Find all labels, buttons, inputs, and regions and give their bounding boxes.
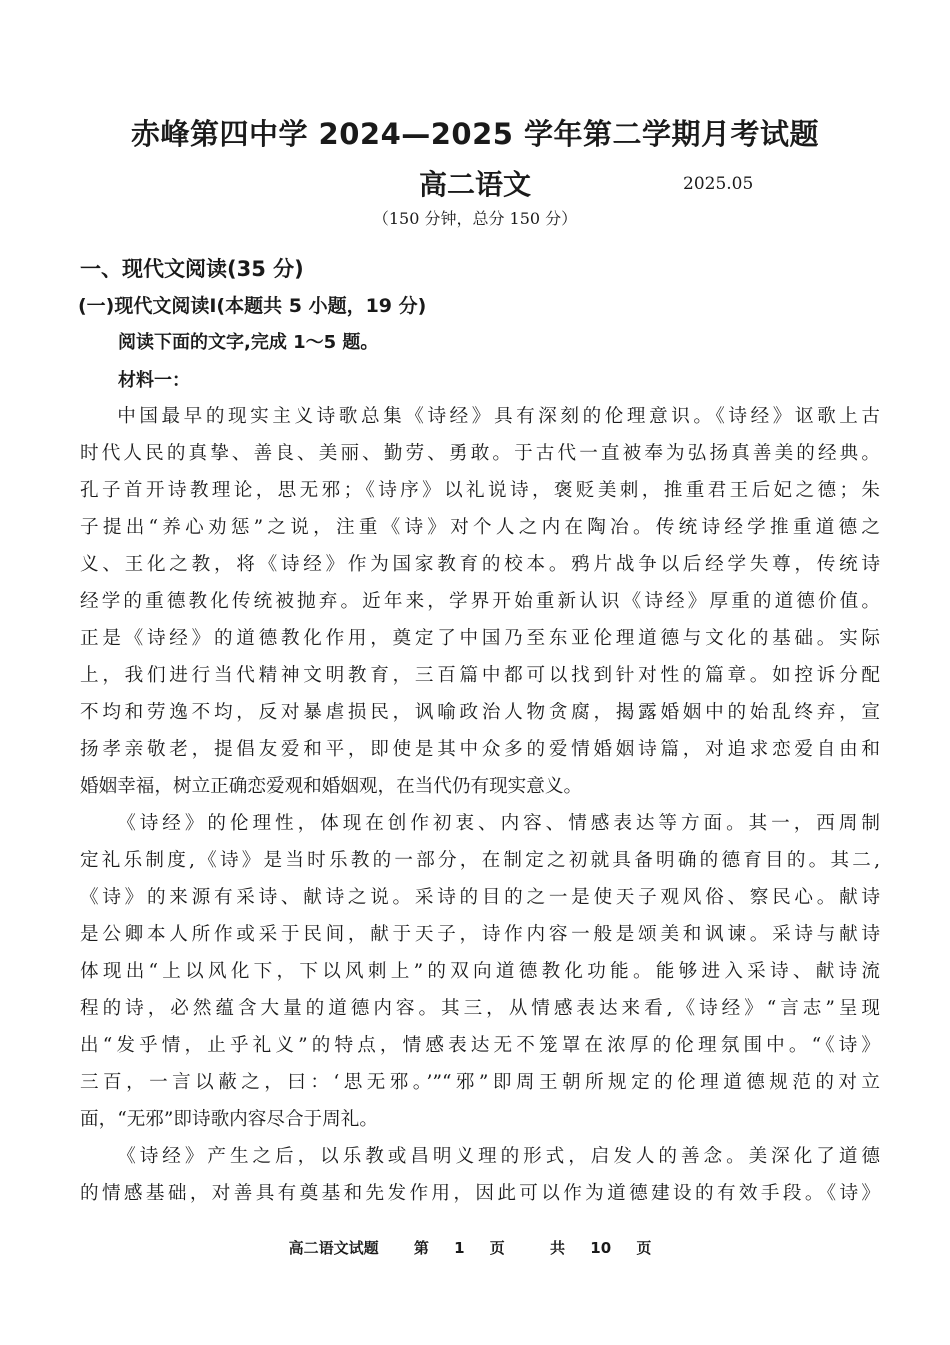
passage-line: 《诗》的来源有采诗、献诗之说。采诗的目的之一是使天子观风俗、察民心。献诗: [80, 887, 880, 908]
passage-line: 子提出“养心劝惩”之说，注重《诗》对个人之内在陶冶。传统诗经学推重道德之: [80, 517, 880, 538]
passage-line: 不均和劳逸不均，反对暴虐损民，讽喻政治人物贪腐，揭露婚姻中的始乱终弃，宣: [80, 702, 880, 723]
exam-duration: （150 分钟，总分 150 分）: [372, 209, 578, 228]
reading-instruction: 阅读下面的文字,完成 1～5 题。: [118, 332, 379, 353]
passage-line: 面，“无邪”即诗歌内容尽合于周礼。: [80, 1109, 378, 1130]
subsection-heading: (一)现代文阅读Ⅰ(本题共 5 小题，19 分): [78, 295, 427, 317]
passage-line: 程的诗，必然蕴含大量的道德内容。其三，从情感表达来看,《诗经》“言志”呈现: [80, 998, 880, 1019]
passage-line: 扬孝亲敬老，提倡友爱和平，即使是其中众多的爱情婚姻诗篇，对追求恋爱自由和: [80, 739, 880, 760]
page-footer: [0, 1237, 950, 1258]
passage-line: 上，我们进行当代精神文明教育，三百篇中都可以找到针对性的篇章。如控诉分配: [80, 665, 880, 686]
footer-doc-name: 高二语文试题: [288, 1239, 379, 1257]
passage-line: 正是《诗经》的道德教化作用，奠定了中国乃至东亚伦理道德与文化的基础。实际: [80, 628, 880, 649]
passage-line: 《诗经》的伦理性，体现在创作初衷、内容、情感表达等方面。其一，西周制: [117, 813, 880, 834]
exam-date: 2025.05: [683, 174, 754, 194]
passage-line: 婚姻幸福，树立正确恋爱观和婚姻观，在当代仍有现实意义。: [80, 776, 583, 797]
passage-line: 的情感基础，对善具有奠基和先发作用，因此可以作为道德建设的有效手段。《诗》: [80, 1183, 880, 1204]
passage-line: 孔子首开诗教理论，思无邪；《诗序》以礼说诗，褒贬美刺，推重君王后妃之德；朱: [80, 480, 880, 501]
passage-line: 出“发乎情，止乎礼义”的特点，情感表达无不笼罩在浓厚的伦理氛围中。“《诗》: [80, 1035, 880, 1056]
footer-page-number: 第 1 页: [413, 1239, 505, 1257]
passage-line: 三百，一言以蔽之，曰：‘思无邪。’”“邪”即周王朝所规定的伦理道德规范的对立: [80, 1072, 880, 1093]
material-label: 材料一：: [118, 370, 190, 391]
exam-title: 赤峰第四中学 2024—2025 学年第二学期月考试题: [130, 117, 820, 151]
passage-body: [80, 398, 880, 1212]
passage-line: 体现出“上以风化下，下以风刺上”的双向道德教化功能。能够进入采诗、献诗流: [80, 961, 880, 982]
subject-title: 高二语文: [418, 168, 531, 201]
passage-line: 义、王化之教，将《诗经》作为国家教育的校本。鸦片战争以后经学失尊，传统诗: [80, 554, 880, 575]
section-heading: 一、现代文阅读(35 分): [80, 257, 304, 281]
passage-line: 时代人民的真挚、善良、美丽、勤劳、勇敢。于古代一直被奉为弘扬真善美的经典。: [80, 443, 880, 464]
passage-line: 定礼乐制度,《诗》是当时乐教的一部分，在制定之初就具备明确的德育目的。其二,: [80, 850, 880, 871]
passage-line: 《诗经》产生之后，以乐教或昌明义理的形式，启发人的善念。美深化了道德: [117, 1146, 880, 1167]
passage-line: 是公卿本人所作或采于民间，献于天子，诗作内容一般是颂美和讽谏。采诗与献诗: [80, 924, 880, 945]
passage-line: 中国最早的现实主义诗歌总集《诗经》具有深刻的伦理意识。《诗经》讴歌上古: [117, 406, 880, 427]
passage-line: 经学的重德教化传统被抛弃。近年来，学界开始重新认识《诗经》厚重的道德价值。: [80, 591, 880, 612]
footer-page-total: 共 10 页: [550, 1239, 652, 1257]
